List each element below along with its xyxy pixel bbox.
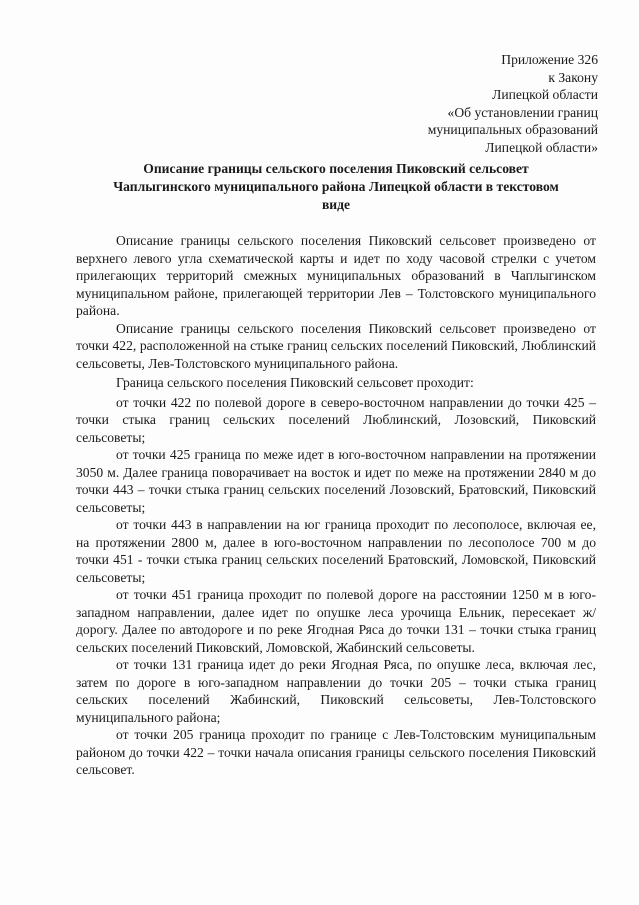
paragraph: от точки 451 граница проходит по полевой дороге на расстоянии 1250 м в юго-западном направлении, далее идет по опушке леса урочища Ельник, пересекает ж/дорогу. Далее по автодороге и по реке Ягодная Ряса до точки 131 – точки стыка границ сельских поселений Пиковский, Ломовской, Жабинский сельсоветы. [76, 587, 596, 655]
title-line: виде [321, 197, 351, 212]
paragraph: от точки 131 граница идет до реки Ягодная Ряса, по опушке леса, включая лес, затем по дороге в юго-западном направлении до точки 205 – точки стыка границ сельских поселений Жабинский, Пиковский сельсоветы, Лев-Толстовского муниципального района; [76, 657, 596, 725]
paragraph: от точки 443 в направлении на юг граница проходит по лесополосе, включая ее, на протяжении 2800 м, далее в юго-восточном направлении по лесополосе 700 м до точки 451 - точки стыка границ сельских поселений Братовский, Ломовской, Пиковский сельсоветы; [76, 517, 596, 585]
paragraph: Граница сельского поселения Пиковский сельсовет проходит: [116, 375, 474, 390]
document-title [76, 160, 596, 214]
appendix-line: к Закону [548, 69, 598, 85]
paragraph: от точки 425 граница по меже идет в юго-восточном направлении на протяжении 3050 м. Далее граница поворачивает на восток и идет по меже на протяжении 2840 м до точки 443 – точки стыка границ сельских поселений Лозовский, Братовский, Пиковский сельсоветы; [76, 447, 596, 515]
paragraph: Описание границы сельского поселения Пиковский сельсовет произведено от верхнего левого угла схематической карты и идет по ходу часовой стрелки с учетом прилегающих территорий смежных муниципальных образований в Чаплыгинском муниципальном районе, прилегающей территории Лев – Толстовского муниципального района. [76, 233, 596, 318]
document-body [76, 232, 596, 779]
paragraph: от точки 422 по полевой дороге в северо-восточном направлении до точки 425 – точки стыка границ сельских поселений Люблинский, Лозовский, Пиковский сельсоветы; [76, 394, 596, 445]
paragraph: от точки 205 граница проходит по границе с Лев-Толстовским муниципальным районом до точки 422 – точки начала описания границы сельского поселения Пиковский сельсовет. [76, 727, 596, 777]
appendix-line: Липецкой области [492, 87, 598, 103]
title-line: Чаплыгинского муниципального района Липецкой области в текстовом [113, 179, 559, 194]
appendix-line: муниципальных образований [427, 122, 598, 138]
title-line: Описание границы сельского поселения Пиковский сельсовет [143, 161, 529, 176]
appendix-line: Приложение 326 [501, 52, 598, 67]
paragraph: Описание границы сельского поселения Пиковский сельсовет произведено от точки 422, расположенной на стыке границ сельских поселений Пиковский, Люблинский сельсоветы, Лев-Толстовского муниципального района. [76, 320, 596, 371]
appendix-header [428, 51, 598, 157]
appendix-line: «Об установлении границ [447, 104, 598, 120]
appendix-line: Липецкой области» [485, 139, 598, 155]
